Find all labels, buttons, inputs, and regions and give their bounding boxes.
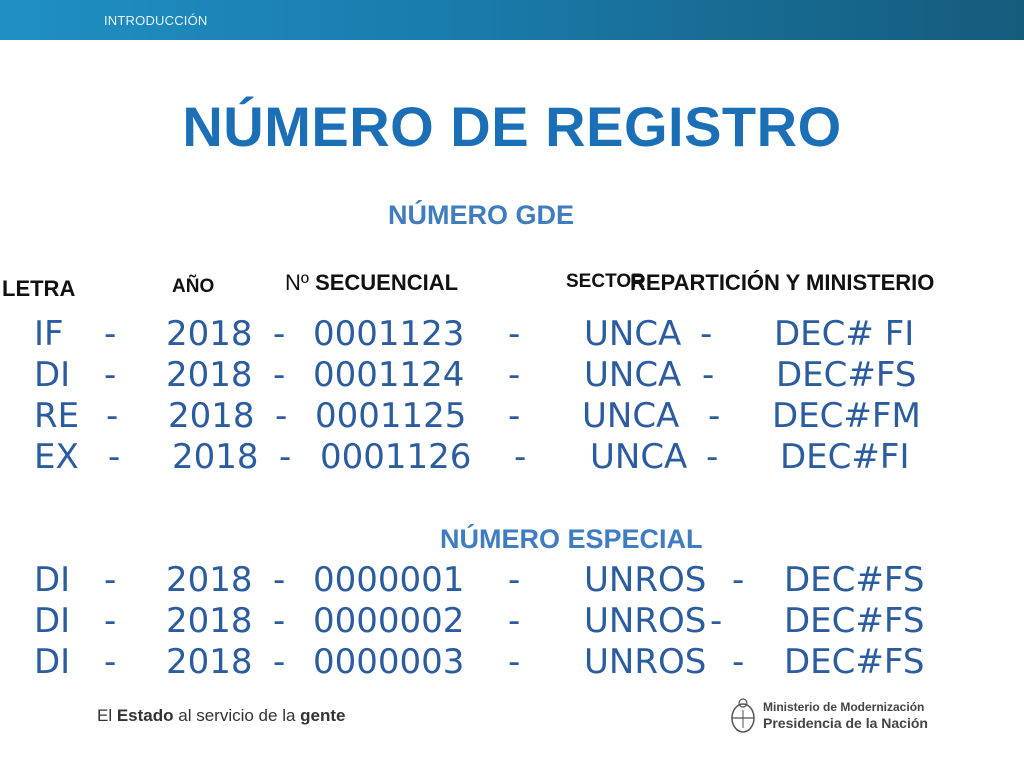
- row-reparticion: DEC#FM: [772, 396, 921, 436]
- especial-row: [0, 642, 1024, 682]
- row-letra: DI: [34, 355, 71, 395]
- row-secuencial: 0000001: [313, 560, 465, 600]
- slogan-part-bold: gente: [300, 706, 346, 725]
- row-sector: UNCA: [584, 355, 682, 395]
- row-letra: DI: [34, 642, 71, 682]
- row-separator: -: [700, 314, 713, 354]
- row-reparticion: DEC#FS: [784, 601, 925, 641]
- row-separator: -: [273, 601, 286, 641]
- row-separator: -: [104, 355, 117, 395]
- row-separator: -: [275, 396, 288, 436]
- row-separator: -: [104, 314, 117, 354]
- row-separator: -: [508, 642, 521, 682]
- column-header-letra: LETRA: [2, 276, 76, 301]
- row-anio: 2018: [166, 560, 253, 600]
- row-anio: 2018: [166, 601, 253, 641]
- row-reparticion: DEC#FS: [776, 355, 917, 395]
- page-title: NÚMERO DE REGISTRO: [182, 95, 842, 158]
- ministry-logo: [730, 696, 980, 740]
- slogan-part: El: [97, 706, 117, 725]
- breadcrumb: INTRODUCCIÓN: [104, 13, 208, 28]
- column-header-anio: AÑO: [172, 276, 215, 297]
- row-separator: -: [710, 601, 723, 641]
- row-separator: -: [273, 642, 286, 682]
- column-header-secuencial-label: SECUENCIAL: [315, 270, 459, 295]
- row-separator: -: [508, 355, 521, 395]
- row-separator: -: [279, 437, 292, 477]
- gde-row: [0, 355, 1024, 395]
- row-anio: 2018: [166, 355, 253, 395]
- row-separator: -: [732, 560, 745, 600]
- row-separator: -: [273, 560, 286, 600]
- row-letra: DI: [34, 601, 71, 641]
- footer-slogan: [97, 706, 346, 726]
- especial-row: [0, 601, 1024, 641]
- row-sector: UNCA: [590, 437, 688, 477]
- presidency-name: Presidencia de la Nación: [763, 715, 928, 731]
- gde-row: [0, 396, 1024, 436]
- row-letra: IF: [34, 314, 64, 354]
- row-sector: UNROS: [584, 560, 707, 600]
- section-subtitle-gde: NÚMERO GDE: [388, 200, 575, 230]
- row-sector: UNROS: [584, 642, 707, 682]
- gde-row: [0, 437, 1024, 477]
- section-subtitle-especial: NÚMERO ESPECIAL: [440, 524, 703, 554]
- row-letra: EX: [34, 437, 79, 477]
- row-separator: -: [514, 437, 527, 477]
- row-separator: -: [508, 601, 521, 641]
- row-separator: -: [708, 396, 721, 436]
- row-sector: UNROS: [584, 601, 707, 641]
- row-sector: UNCA: [584, 314, 682, 354]
- column-header-sector: SECTOR: [566, 271, 645, 292]
- slogan-part-bold: Estado: [116, 706, 174, 725]
- row-reparticion: DEC# FI: [774, 314, 915, 354]
- row-anio: 2018: [172, 437, 259, 477]
- especial-row: [0, 560, 1024, 600]
- row-secuencial: 0000003: [313, 642, 465, 682]
- row-reparticion: DEC#FI: [780, 437, 910, 477]
- row-separator: -: [732, 642, 745, 682]
- top-bar: [0, 0, 1024, 40]
- row-separator: -: [108, 437, 121, 477]
- row-separator: -: [508, 314, 521, 354]
- row-separator: -: [104, 642, 117, 682]
- column-header-secuencial: [285, 270, 458, 296]
- row-secuencial: 0001123: [313, 314, 465, 354]
- row-separator: -: [508, 396, 521, 436]
- row-anio: 2018: [166, 642, 253, 682]
- row-separator: -: [273, 314, 286, 354]
- row-separator: -: [104, 560, 117, 600]
- row-separator: -: [702, 355, 715, 395]
- row-secuencial: 0000002: [313, 601, 465, 641]
- row-separator: -: [706, 437, 719, 477]
- row-separator: -: [508, 560, 521, 600]
- row-secuencial: 0001124: [313, 355, 465, 395]
- gde-row: [0, 314, 1024, 354]
- row-reparticion: DEC#FS: [784, 560, 925, 600]
- row-sector: UNCA: [582, 396, 680, 436]
- row-letra: DI: [34, 560, 71, 600]
- slogan-part: al servicio de la: [173, 706, 301, 725]
- row-separator: -: [273, 355, 286, 395]
- row-reparticion: DEC#FS: [784, 642, 925, 682]
- national-seal-icon: [730, 696, 756, 736]
- row-secuencial: 0001125: [315, 396, 467, 436]
- column-header-reparticion: REPARTICIÓN Y MINISTERIO: [630, 270, 935, 295]
- row-separator: -: [106, 396, 119, 436]
- ministry-name: Ministerio de Modernización: [763, 700, 925, 714]
- row-anio: 2018: [166, 314, 253, 354]
- row-separator: -: [104, 601, 117, 641]
- number-sign: Nº: [285, 270, 309, 295]
- row-anio: 2018: [168, 396, 255, 436]
- row-secuencial: 0001126: [320, 437, 472, 477]
- row-letra: RE: [34, 396, 80, 436]
